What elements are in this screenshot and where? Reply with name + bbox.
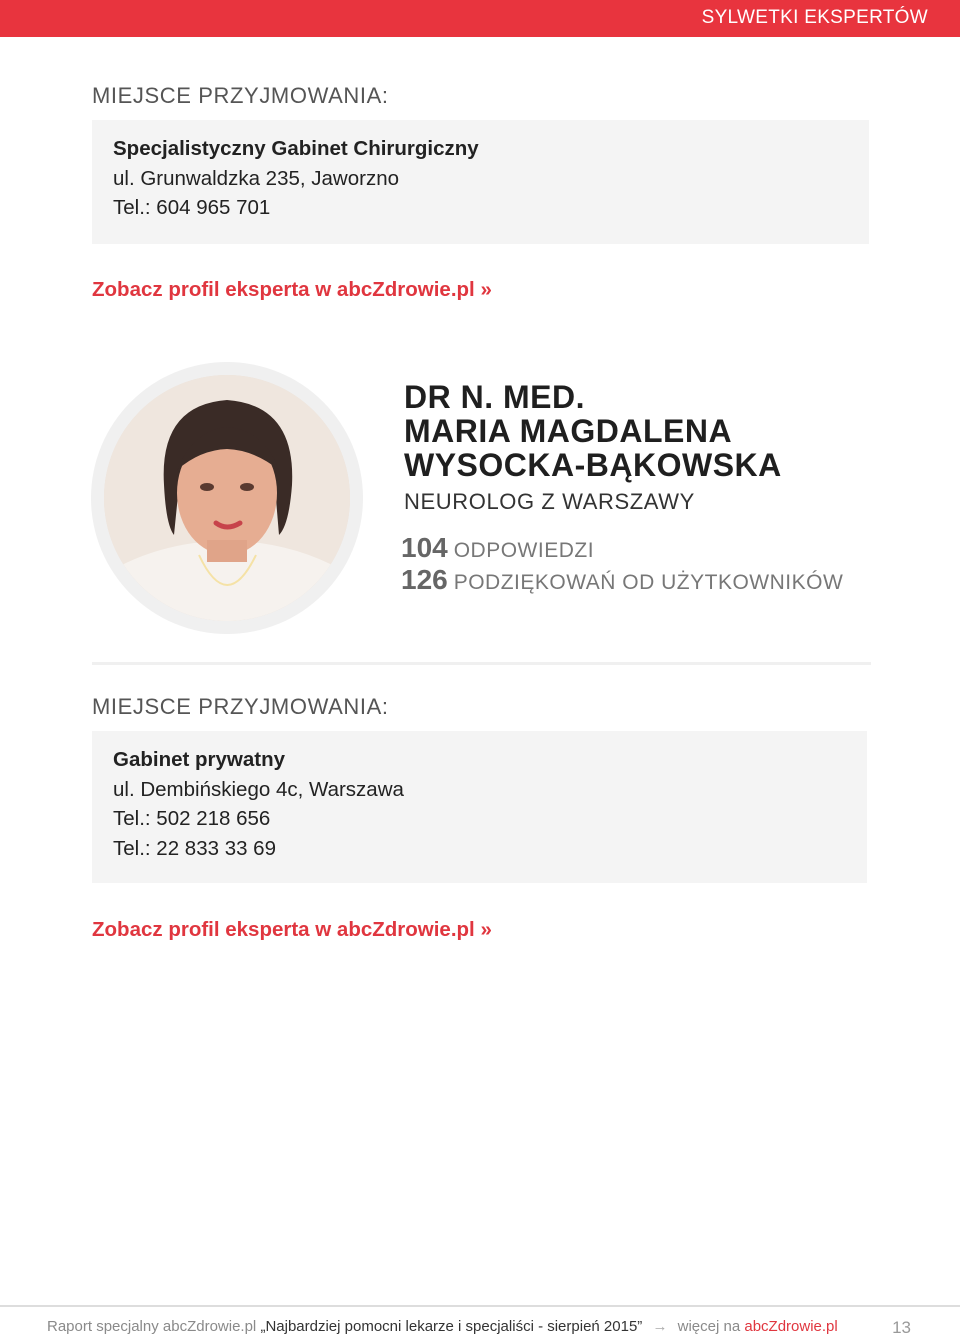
page-number: 13: [892, 1318, 911, 1337]
footer: [47, 1318, 838, 1335]
thanks-stat: [401, 564, 843, 596]
thanks-count: 126: [401, 564, 448, 595]
footer-prefix: Raport specjalny abcZdrowie.pl: [47, 1318, 257, 1335]
thanks-label: PODZIĘKOWAŃ OD UŻYTKOWNIKÓW: [453, 571, 844, 594]
location-phone: Tel.: 22 833 33 69: [113, 836, 276, 860]
profile-link[interactable]: Zobacz profil eksperta w abcZdrowie.pl »: [92, 918, 492, 941]
profile-link[interactable]: Zobacz profil eksperta w abcZdrowie.pl »: [92, 278, 492, 301]
arrow-right-icon: →: [652, 1318, 668, 1335]
location-name: Specjalistyczny Gabinet Chirurgiczny: [113, 137, 479, 160]
location-phone: Tel.: 604 965 701: [113, 196, 271, 219]
expert-first-names: MARIA MAGDALENA: [404, 413, 733, 449]
location-label: MIEJSCE PRZYJMOWANIA:: [92, 694, 389, 719]
divider: [92, 662, 871, 665]
expert-specialty: NEUROLOG Z WARSZAWY: [404, 489, 695, 514]
expert-title: DR N. MED.: [404, 379, 585, 415]
footer-report-title: „Najbardziej pomocni lekarze i specjaliści - sierpień 2015”: [260, 1318, 643, 1335]
expert-name-block: [404, 380, 782, 482]
section-title: SYLWETKI EKSPERTÓW: [701, 7, 928, 28]
location-address: ul. Dembińskiego 4c, Warszawa: [113, 777, 404, 801]
header-bar: [0, 0, 960, 37]
location-box: [92, 120, 869, 244]
answers-count: 104: [401, 532, 448, 563]
footer-more-prefix: więcej na: [677, 1318, 741, 1335]
location-label: MIEJSCE PRZYJMOWANIA:: [92, 83, 389, 108]
footer-site-link[interactable]: abcZdrowie.pl: [744, 1318, 838, 1335]
location-address: ul. Grunwaldzka 235, Jaworzno: [113, 166, 400, 190]
answers-stat: [401, 532, 594, 564]
portrait-image: [104, 375, 350, 621]
location-box: [92, 731, 867, 883]
location-name: Gabinet prywatny: [113, 748, 286, 771]
expert-surname: WYSOCKA-BĄKOWSKA: [404, 447, 782, 483]
location-phone: Tel.: 502 218 656: [113, 807, 271, 830]
answers-label: ODPOWIEDZI: [453, 539, 595, 562]
avatar: [104, 375, 350, 621]
footer-divider: [0, 1305, 960, 1307]
